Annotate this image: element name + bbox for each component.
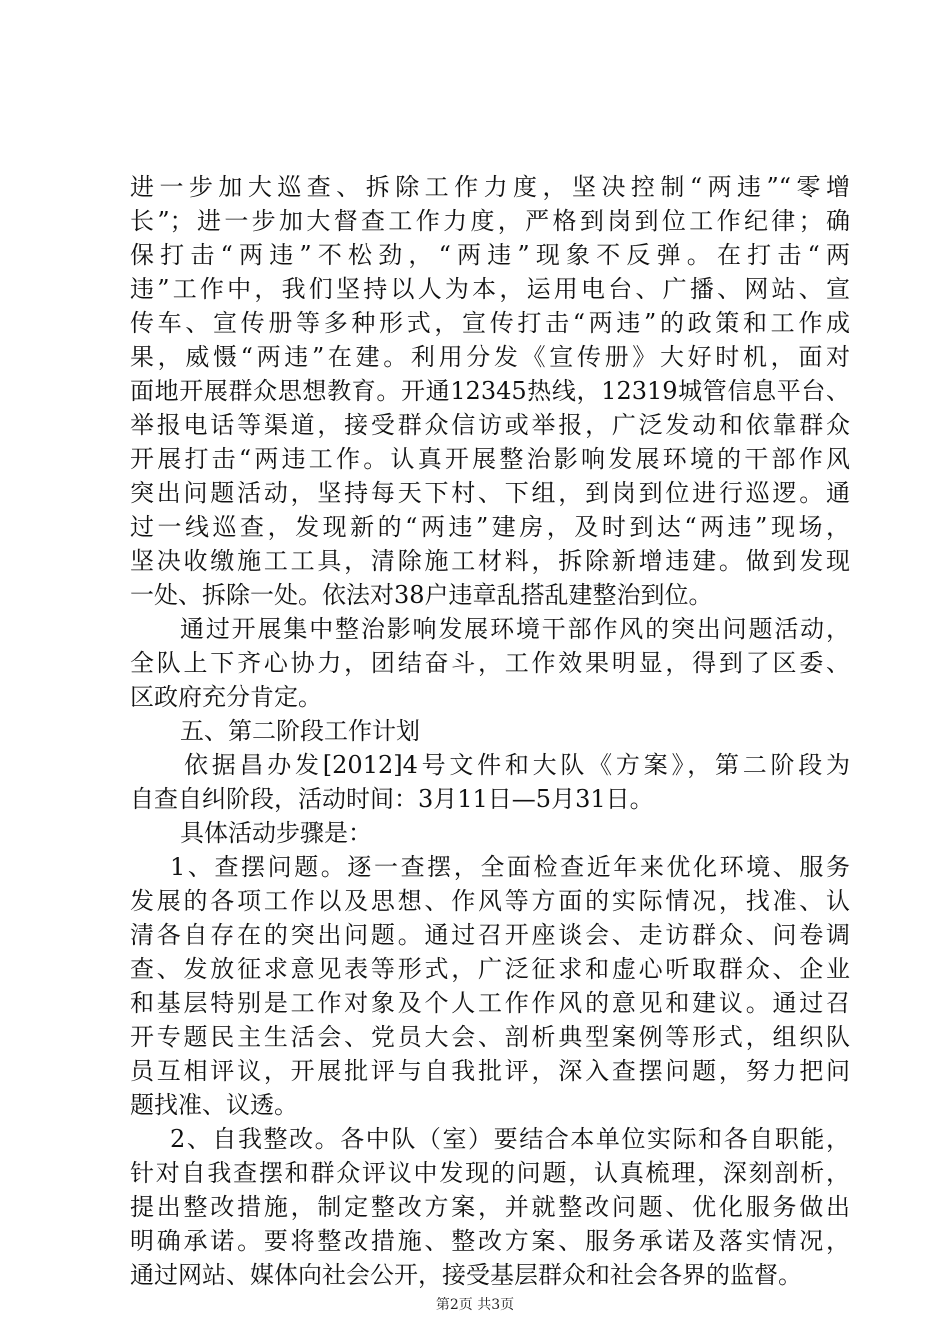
- paragraph-start: 依据昌办发[2012]4号文件和大队《方案》，第二阶段为: [184, 751, 850, 779]
- page-number: 第2页 共3页: [435, 1297, 515, 1313]
- body-line: 和基层特别是工作对象及个人工作作风的意见和建议。通过召: [130, 989, 850, 1017]
- body-line: 查、发放征求意见表等形式，广泛征求和虚心听取群众、企业: [130, 955, 850, 983]
- body-line: 举报电话等渠道，接受群众信访或举报，广泛发动和依靠群众: [130, 411, 850, 439]
- body-line: 员互相评议，开展批评与自我批评，深入查摆问题，努力把问: [130, 1057, 850, 1085]
- body-line: 开专题民主生活会、党员大会、剖析典型案例等形式，组织队: [130, 1023, 850, 1051]
- body-line: 保打击“两违”不松劲，“两违”现象不反弹。在打击“两: [130, 241, 850, 269]
- paragraph-start: 具体活动步骤是：: [180, 819, 372, 847]
- body-line: 一处、拆除一处。依法对38户违章乱搭乱建整治到位。: [130, 581, 713, 609]
- body-line: 开展打击“两违工作。认真开展整治影响发展环境的干部作风: [130, 445, 850, 473]
- paragraph-start: 通过开展集中整治影响发展环境干部作风的突出问题活动，: [180, 615, 850, 643]
- body-line: 传车、宣传册等多种形式，宣传打击“两违”的政策和工作成: [130, 309, 850, 337]
- body-line: 全队上下齐心协力，团结奋斗，工作效果明显，得到了区委、: [130, 649, 850, 677]
- body-line: 发展的各项工作以及思想、作风等方面的实际情况，找准、认: [130, 887, 850, 915]
- list-item-start: 2、自我整改。各中队（室）要结合本单位实际和各自职能，: [170, 1125, 850, 1153]
- body-line: 果，威慑“两违”在建。利用分发《宣传册》大好时机，面对: [130, 343, 850, 371]
- body-line: 违”工作中，我们坚持以人为本，运用电台、广播、网站、宣: [130, 275, 850, 303]
- list-item-start: 1、查摆问题。逐一查摆，全面检查近年来优化环境、服务: [170, 853, 850, 881]
- body-line: 题找准、议透。: [130, 1091, 298, 1119]
- body-line: 突出问题活动，坚持每天下村、下组，到岗到位进行巡逻。通: [130, 479, 850, 507]
- body-line: 过一线巡查，发现新的“两违”建房，及时到达“两违”现场，: [130, 513, 850, 541]
- body-line: 面地开展群众思想教育。开通12345热线，12319城管信息平台、: [130, 377, 850, 405]
- section-heading: 五、第二阶段工作计划: [180, 717, 420, 745]
- body-line: 通过网站、媒体向社会公开，接受基层群众和社会各界的监督。: [130, 1261, 802, 1289]
- body-line: 进一步加大巡查、拆除工作力度，坚决控制“两违”“零增: [130, 173, 850, 201]
- body-line: 明确承诺。要将整改措施、整改方案、服务承诺及落实情况，: [130, 1227, 850, 1255]
- body-line: 坚决收缴施工工具，清除施工材料，拆除新增违建。做到发现: [130, 547, 850, 575]
- body-line: 针对自我查摆和群众评议中发现的问题，认真梳理，深刻剖析，: [130, 1159, 850, 1187]
- body-line: 区政府充分肯定。: [130, 683, 322, 711]
- body-line: 清各自存在的突出问题。通过召开座谈会、走访群众、问卷调: [130, 921, 850, 949]
- body-line: 自查自纠阶段，活动时间：3月11日—5月31日。: [130, 785, 654, 813]
- document-body: [130, 170, 850, 1292]
- body-line: 长”；进一步加大督查工作力度，严格到岗到位工作纪律；确: [130, 207, 850, 235]
- body-line: 提出整改措施，制定整改方案，并就整改问题、优化服务做出: [130, 1193, 850, 1221]
